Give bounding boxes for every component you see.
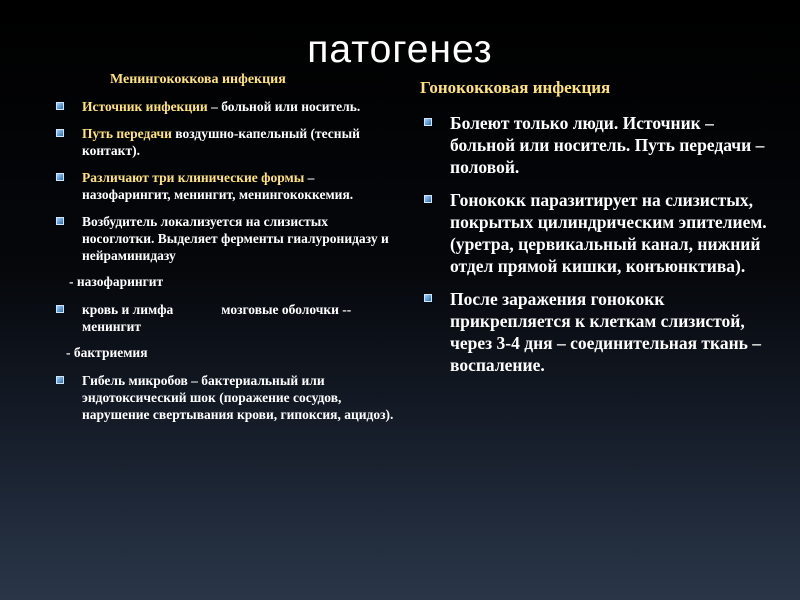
bullet-icon — [56, 217, 64, 225]
bullet-icon — [56, 376, 64, 384]
list-item — [54, 98, 394, 115]
item-text: – больной или носитель. — [207, 99, 361, 114]
bullet-icon — [56, 102, 64, 110]
item-text: кровь и лимфа — [82, 302, 174, 317]
list-item — [420, 288, 780, 376]
bullet-icon — [424, 118, 432, 126]
item-text: воздушно-капельный (тесный контакт). — [82, 126, 360, 158]
sub-line-nasopharyngitis: - назофарингит — [69, 274, 164, 289]
list-item — [54, 125, 394, 159]
sub-line-bacteremia: - бактриемия — [66, 345, 148, 360]
right-column-heading: Гонококковая инфекция — [420, 78, 611, 97]
bullet-icon — [56, 173, 64, 181]
item-text: –назофарингит, менингит, менингококкемия. — [82, 170, 354, 202]
item-text: мозговые оболочки -- менингит — [82, 302, 352, 334]
item-text: После заражения гонококк прикрепляется к клеткам слизистой, через 3-4 дня – соединительная ткань – воспаление. — [450, 289, 762, 375]
right-column — [420, 78, 780, 387]
bullet-icon — [56, 129, 64, 137]
left-column — [54, 72, 394, 433]
slide-title: патогенез — [307, 28, 493, 71]
bullet-icon — [424, 294, 432, 302]
list-item — [54, 213, 394, 264]
list-item — [54, 169, 394, 203]
item-highlight: Источник инфекции — [82, 99, 208, 114]
left-column-heading: Менингококкова инфекция — [110, 72, 286, 87]
item-text: Гонококк паразитирует на слизистых, покрытых цилиндрическим эпителием. (уретра, цервикальный канал, нижний отдел прямой кишки, конъюнктива). — [450, 190, 767, 276]
list-item — [420, 112, 780, 178]
bullet-icon — [424, 195, 432, 203]
item-text: Возбудитель локализуется на слизистых носоглотки. Выделяет ферменты гиалуронидазу и нейраминидазу — [82, 214, 389, 263]
item-text: Гибель микробов – бактериальный или эндотоксический шок (поражение сосудов, нарушение свертывания крови, гипоксия, ацидоз). — [82, 373, 394, 422]
item-text: Болеют только люди. Источник – больной или носитель. Путь передачи – половой. — [450, 113, 765, 177]
item-highlight: Путь передачи — [82, 126, 172, 141]
bullet-icon — [56, 305, 64, 313]
list-item — [420, 189, 780, 277]
item-highlight: Различают три клинические формы — [82, 170, 305, 185]
list-item — [54, 372, 394, 423]
list-item — [54, 301, 394, 335]
